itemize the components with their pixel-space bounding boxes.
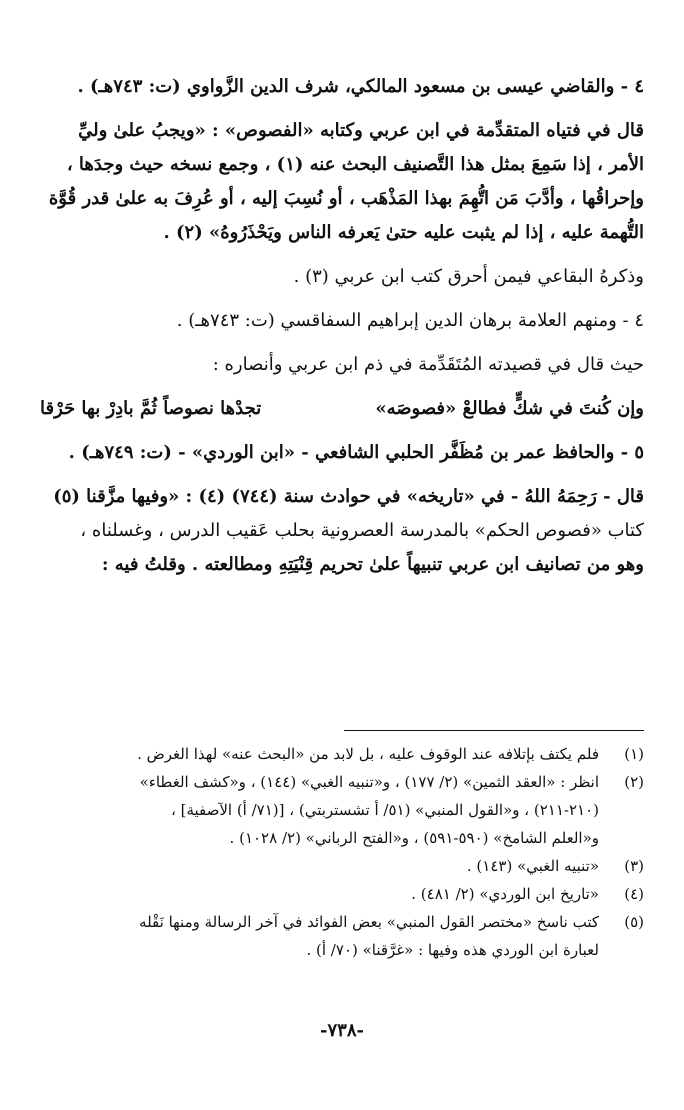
- footnote-number: (١): [624, 745, 644, 763]
- page-number: -٧٣٨-: [320, 1020, 364, 1041]
- footnote-line: كتب ناسخ «مختصر القول المنبي» بعض الفوائد في آخر الرسالة ومنها نَقْله: [139, 913, 599, 931]
- paragraph-2-line-2: الأمر ، إذا سَمِعَ بمثل هذا التَّصنيف البحث عنه (١) ، وجمع نسخه حيث وجدَها ،: [66, 154, 644, 175]
- footnote-number: (٢): [624, 773, 644, 791]
- paragraph-4: ٤ - ومنهم العلامة برهان الدين إبراهيم السفاقسي (ت: ٧٤٣هـ) .: [176, 310, 644, 331]
- paragraph-7-line-1: قال - رَحِمَهُ اللهُ - في «تاريخه» في حوادث سنة (٧٤٤) (٤) : «وفيها مزَّقنا (٥): [53, 486, 644, 507]
- footnote: [40, 768, 644, 852]
- poem-verse: [40, 392, 644, 426]
- footnote-number: (٤): [624, 885, 644, 903]
- footnote-line: «تنبيه الغبي» (١٤٣) .: [466, 857, 599, 875]
- footnote-line: فلم يكتف بإتلافه عند الوقوف عليه ، بل لابد من «البحث عنه» لهذا الغرض .: [137, 745, 599, 763]
- footnote-text: [40, 740, 599, 768]
- paragraph-7-line-2: كتاب «فصوص الحكم» بالمدرسة العصرونية بحلب عَقيب الدرس ، وغسلناه ،: [80, 520, 644, 541]
- footnote: [40, 908, 644, 964]
- footnote-text: [40, 908, 599, 964]
- verse-second-hemistich: تجدْها نصوصاً ثُمَّ بادِرْ بها حَرْقا: [40, 398, 262, 419]
- paragraph-6: ٥ - والحافظ عمر بن مُظَفَّر الحلبي الشافعي - «ابن الوردي» - (ت: ٧٤٩هـ) .: [68, 442, 644, 463]
- verse-first-hemistich: وإن كُنتَ في شكٍّ فطالعْ «فصوصَه»: [375, 398, 644, 419]
- paragraph-2-line-3: وإحراقُها ، وأدَّبَ مَن اتُّهِمَ بهذا المَذْهَب ، أو نُسِبَ إليه ، أو عُرِفَ به علىٰ قدر قُوَّة: [48, 188, 644, 209]
- footnote-line: لعبارة ابن الوردي هذه وفيها : «غرَّقنا» (٧٠/ أ) .: [306, 941, 599, 959]
- footnote-text: [40, 880, 599, 908]
- footnotes: [40, 740, 644, 964]
- footnote-number: (٥): [624, 913, 644, 931]
- footnote: [40, 880, 644, 908]
- paragraph-7-line-3: وهو من تصانيف ابن عربي تنبيهاً علىٰ تحريم قِنْيَتِهِ ومطالعته . وقلتُ فيه :: [101, 554, 644, 575]
- footnote-text: [40, 768, 599, 852]
- footnote-separator: [344, 730, 644, 731]
- footnote: [40, 740, 644, 768]
- footnote-line: و«العلم الشامخ» (٥٩٠-٥٩١) ، و«الفتح الرباني» (٢/ ١٠٢٨) .: [229, 829, 599, 847]
- paragraph-5: حيث قال في قصيدته المُتَقَدِّمة في ذم ابن عربي وأنصاره :: [212, 354, 644, 375]
- footnote-line: انظر : «العقد الثمين» (٢/ ١٧٧) ، و«تنبيه الغبي» (١٤٤) ، و«كشف الغطاء»: [139, 773, 599, 791]
- footnote-line: «تاريخ ابن الوردي» (٢/ ٤٨١) .: [411, 885, 599, 903]
- main-text: [40, 70, 644, 582]
- paragraph-2-line-1: قال في فتياه المتقدِّمة في ابن عربي وكتابه «الفصوص» : «ويجبُ علىٰ وليِّ: [78, 120, 644, 141]
- footnote-text: [40, 852, 599, 880]
- paragraph-1: ٤ - والقاضي عيسى بن مسعود المالكي، شرف الدين الزَّواوي (ت: ٧٤٣هـ) .: [77, 76, 644, 97]
- footnote-number: (٣): [624, 857, 644, 875]
- paragraph-2-line-4: التُّهمة عليه ، إذا لم يثبت عليه حتىٰ يَعرفه الناس ويَحْذَرُوهُ» (٢) .: [163, 222, 644, 243]
- paragraph-3: وذكرهُ البقاعي فيمن أحرق كتب ابن عربي (٣) .: [293, 266, 644, 287]
- footnote: [40, 852, 644, 880]
- footnote-line: (٢١٠-٢١١) ، و«القول المنبي» (٥١/ أ تشستربتي) ، [(٧١/ أ) الآصفية] ،: [170, 801, 599, 819]
